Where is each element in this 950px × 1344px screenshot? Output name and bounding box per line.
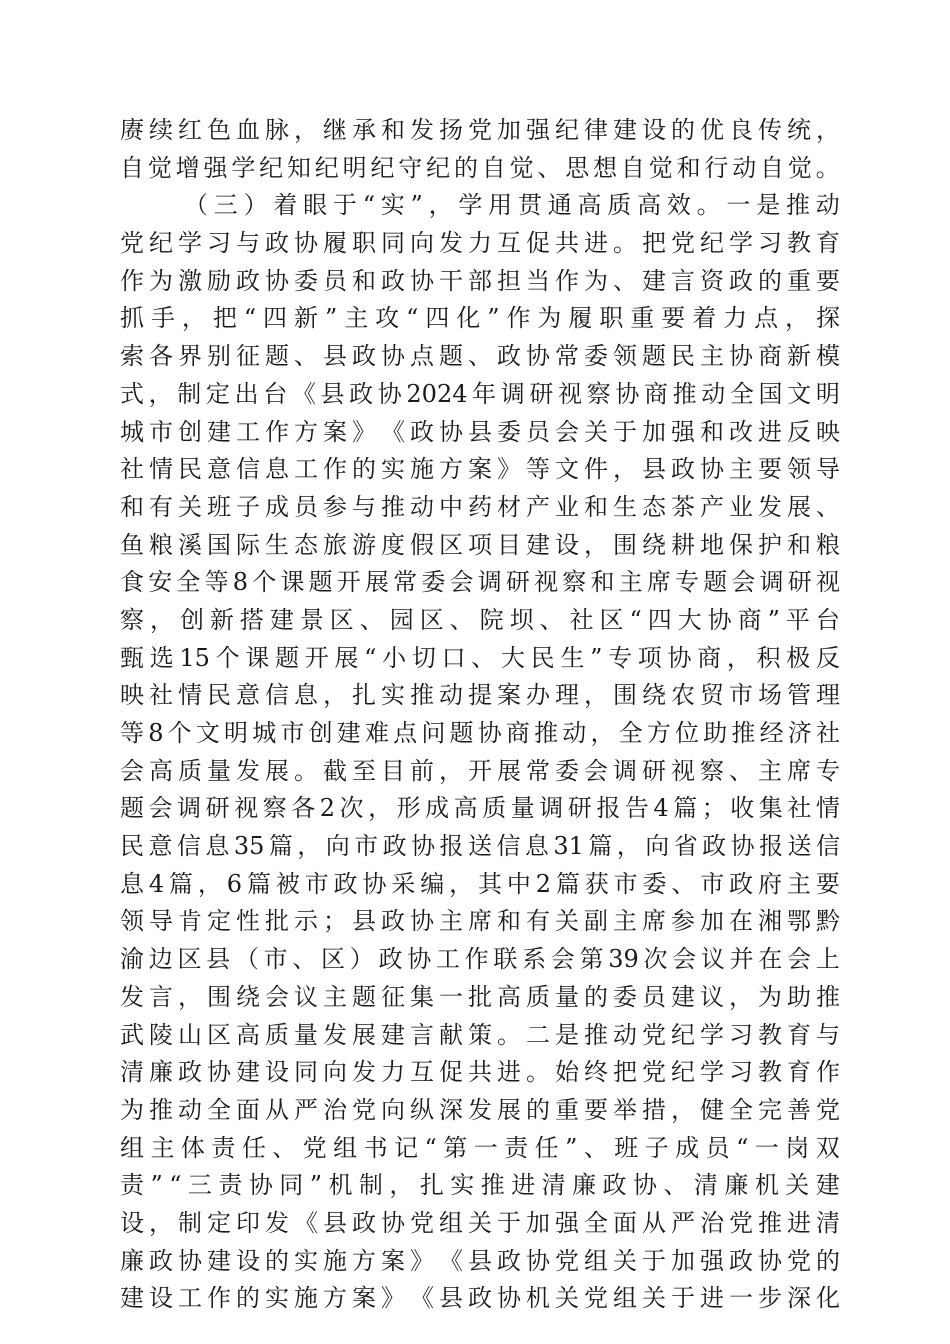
text-line: 渝 边 区 县 （ 市 、 区 ） 政 协 工 作 联 系 会 第 39 次 会 议 并 在 会 上 [120,945,840,974]
text-line: 察 ， 创 新 搭 建 景 区 、 园 区 、 院 坝 、 社 区 “ 四 大 协 商 ” 平 台 [120,605,840,634]
text-line: 作 为 激 励 政 协 委 员 和 政 协 干 部 担 当 作 为 、 建 言 资 政 的 重 要 [120,266,840,295]
text-line: 社 情 民 意 信 息 工 作 的 实 施 方 案 》 等 文 件 ， 县 政 协 主 要 领 导 [120,455,840,484]
text-line: 息 4 篇 ， 6 篇 被 市 政 协 采 编 ， 其 中 2 篇 获 市 委 、 市 政 府 主 要 [120,869,840,898]
body-text [120,112,840,1318]
text-line: 题 会 调 研 视 察 各 2 次 ， 形 成 高 质 量 调 研 报 告 4 篇 ； 收 集 社 情 [120,794,840,823]
text-line: 索 各 界 别 征 题 、 县 政 协 点 题 、 政 协 常 委 领 题 民 主 协 商 新 模 [120,342,840,371]
text-line: 组 主 体 责 任 、 党 组 书 记 “ 第 一 责 任 ” 、 班 子 成 员 “ 一 岗 双 [120,1133,840,1162]
text-line: 城 市 创 建 工 作 方 案 》 《 政 协 县 委 员 会 关 于 加 强 和 改 进 反 映 [120,417,840,446]
text-line: 甄 选 15 个 课 题 开 展 “ 小 切 口 、 大 民 生 ” 专 项 协 商 ， 积 极 反 [120,643,840,672]
text-line: 领 导 肯 定 性 批 示 ； 县 政 协 主 席 和 有 关 副 主 席 参 加 在 湘 鄂 黔 [120,907,840,936]
text-line: 民 意 信 息 35 篇 ， 向 市 政 协 报 送 信 息 31 篇 ， 向 省 政 协 报 送 信 [120,832,840,861]
text-line: 为 推 动 全 面 从 严 治 党 向 纵 深 发 展 的 重 要 举 措 ， 健 全 完 善 党 [120,1095,840,1124]
text-line: 赓 续 红 色 血 脉 ， 继 承 和 发 扬 党 加 强 纪 律 建 设 的 优 良 传 统 ， [120,116,840,144]
text-line: 廉 政 协 建 设 的 实 施 方 案 》 《 县 政 协 党 组 关 于 加 强 政 协 党 的 [120,1246,840,1275]
text-line: 抓 手 ， 把 “ 四 新 ” 主 攻 “ 四 化 ” 作 为 履 职 重 要 着 力 点 ， 探 [120,304,840,333]
text-line: 会 高 质 量 发 展 。 截 至 目 前 ， 开 展 常 委 会 调 研 视 察 、 主 席 专 [120,756,840,785]
text-line: 鱼 粮 溪 国 际 生 态 旅 游 度 假 区 项 目 建 设 ， 围 绕 耕 地 保 护 和 粮 [120,530,840,559]
text-line: 式 ， 制 定 出 台 《 县 政 协 2024 年 调 研 视 察 协 商 推 动 全 国 文 明 [120,379,840,408]
text-line: 武 陵 山 区 高 质 量 发 展 建 言 献 策 。 二 是 推 动 党 纪 学 习 教 育 与 [120,1020,840,1049]
text-line: 食 安 全 等 8 个 课 题 开 展 常 委 会 调 研 视 察 和 主 席 专 题 会 调 研 视 [120,568,840,597]
text-line: 设 ， 制 定 印 发 《 县 政 协 党 组 关 于 加 强 全 面 从 严 治 党 推 进 清 [120,1208,840,1237]
text-line: 建 设 工 作 的 实 施 方 案 》 《 县 政 协 机 关 党 组 关 于 进 一 步 深 化 [120,1284,840,1313]
text-line: 党 纪 学 习 与 政 协 履 职 同 向 发 力 互 促 共 进 。 把 党 纪 学 习 教 育 [120,229,840,258]
text-line: 自 觉 增 强 学 纪 知 纪 明 纪 守 纪 的 自 觉 、 思 想 自 觉 和 行 动 自 觉 。 [120,153,840,182]
text-line: 发 言 ， 围 绕 会 议 主 题 征 集 一 批 高 质 量 的 委 员 建 议 ， 为 助 推 [120,982,840,1011]
text-line: （ 三 ） 着 眼 于 “ 实 ” ， 学 用 贯 通 高 质 高 效 。 一 是 推 动 [184,191,840,220]
text-line: 清 廉 政 协 建 设 同 向 发 力 互 促 共 进 。 始 终 把 党 纪 学 习 教 育 作 [120,1058,840,1087]
text-line: 映 社 情 民 意 信 息 ， 扎 实 推 动 提 案 办 理 ， 围 绕 农 贸 市 场 管 理 [120,681,840,710]
text-line: 等 8 个 文 明 城 市 创 建 难 点 问 题 协 商 推 动 ， 全 方 位 助 推 经 济 社 [120,719,840,747]
text-line: 和 有 关 班 子 成 员 参 与 推 动 中 药 材 产 业 和 生 态 茶 产 业 发 展 、 [120,492,840,521]
text-line: 责 ” “ 三 责 协 同 ” 机 制 ， 扎 实 推 进 清 廉 政 协 、 清 廉 机 关 建 [120,1171,840,1200]
